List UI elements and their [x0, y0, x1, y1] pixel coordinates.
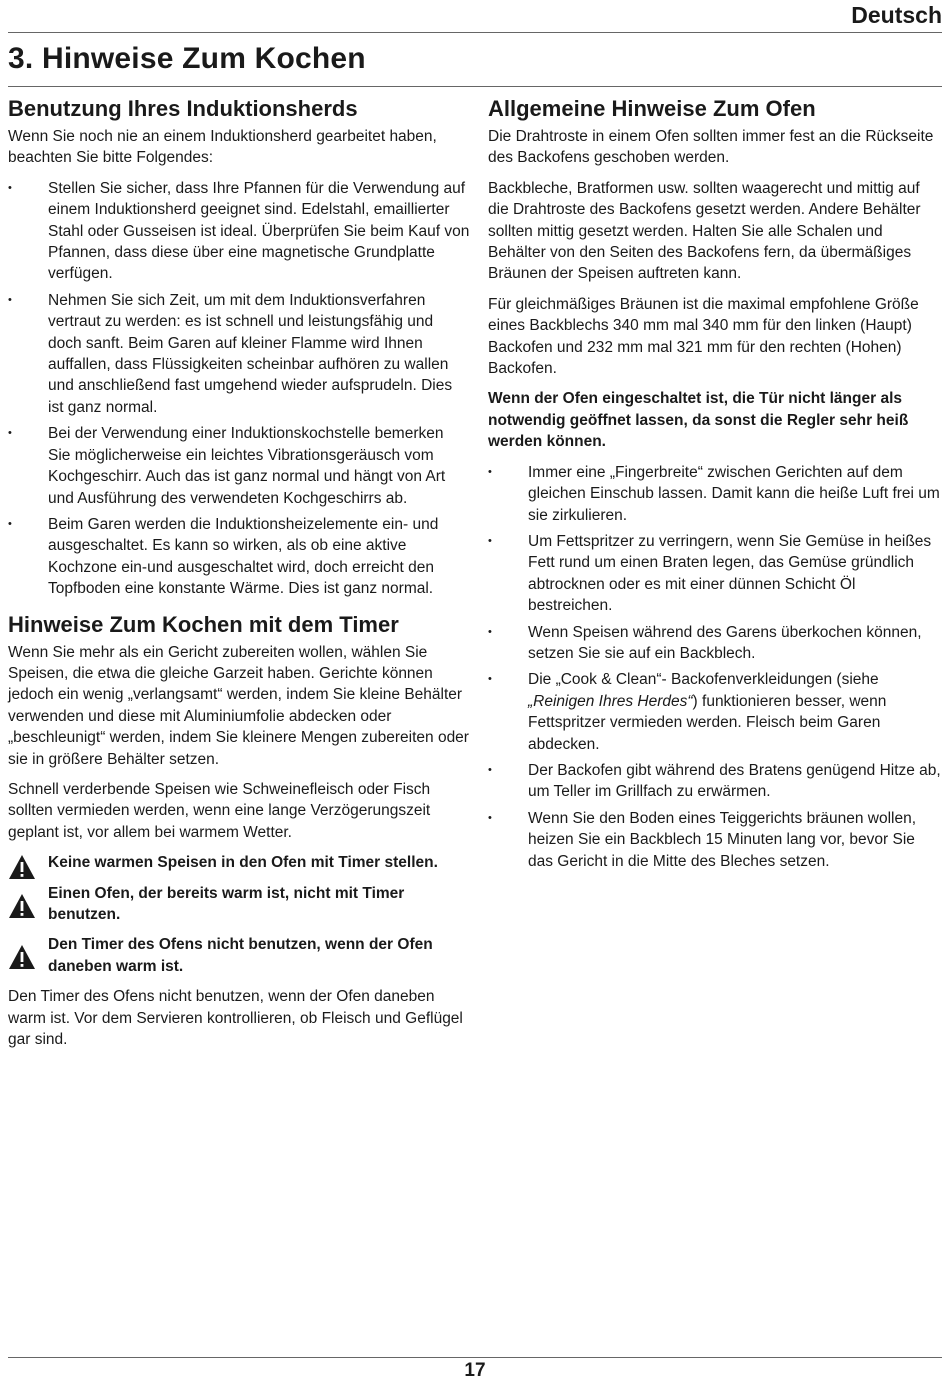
warning-triangle-icon	[8, 854, 36, 880]
oven-paragraph: Backbleche, Bratformen usw. sollten waagerecht und mittig auf die Drahtroste des Backofens gesetzt werden. Andere Behälter sollten mittig gesetzt werden. Halten Sie alle Schalen und Behälter von den Seiten des Backofens fern, da übermäßiges Bräunen der Speisen auftreten kann.	[488, 179, 921, 283]
oven-heading: Allgemeine Hinweise Zum Ofen	[488, 96, 816, 121]
induction-heading: Benutzung Ihres Induktionsherds	[8, 96, 358, 121]
warning-text: Den Timer des Ofens nicht benutzen, wenn der Ofen daneben warm ist.	[48, 936, 433, 975]
list-item: • Beim Garen werden die Induktionsheizelemente ein- und ausgeschaltet. Es kann so wirken, als ob eine aktive Kochzone ein-und ausgeschaltet wird, doch erreicht den Topfboden eine konstante Wärme. Dies ist ganz normal.	[8, 514, 470, 600]
bottom-divider	[8, 1357, 942, 1358]
left-column	[8, 96, 470, 1059]
warning-note	[8, 852, 470, 873]
timer-closing: Den Timer des Ofens nicht benutzen, wenn der Ofen daneben warm ist. Vor dem Servieren kontrollieren, ob Fleisch und Geflügel gar sind.	[8, 988, 463, 1049]
cook-clean-reference: „Reinigen Ihres Herdes“	[528, 692, 693, 710]
list-item: • Bei der Verwendung einer Induktionskochstelle bemerken Sie möglicherweise ein leichtes Vibrationsgeräusch vom Kochgeschirr. Auch das ist ganz normal und hängt von Art und Ausführung des verwendeten Kochgeschirrs ab.	[8, 423, 470, 509]
list-item	[488, 669, 942, 755]
list-item: • Stellen Sie sicher, dass Ihre Pfannen für die Verwendung auf einem Induktionsherd geeignet sind. Edelstahl, emaillierter Stahl oder Gusseisen ist ideal. Überprüfen Sie beim Kauf von Pfannen, dass diese über eine magnetische Grundplatte verfügen.	[8, 178, 470, 285]
oven-list	[488, 462, 942, 872]
warning-note	[8, 883, 470, 926]
page-number: 17	[464, 1360, 486, 1381]
induction-intro: Wenn Sie noch nie an einem Induktionsherd gearbeitet haben, beachten Sie bitte Folgendes:	[8, 128, 437, 167]
language-label: Deutsch	[851, 2, 942, 28]
chapter-title: 3. Hinweise Zum Kochen	[8, 42, 366, 75]
oven-bold-note: Wenn der Ofen eingeschaltet ist, die Tür nicht länger als notwendig geöffnet lassen, da sonst die Regler sehr heiß werden können.	[488, 390, 909, 451]
list-item: • Um Fettspritzer zu verringern, wenn Sie Gemüse in heißes Fett rund um einen Braten legen, das Gemüse gründlich abtrocknen oder es mit einer dünnen Schicht Öl bestreichen.	[488, 531, 942, 617]
list-item: • Der Backofen gibt während des Bratens genügend Hitze ab, um Teller im Grillfach zu erwärmen.	[488, 760, 942, 803]
warning-note	[8, 934, 470, 977]
timer-paragraph: Wenn Sie mehr als ein Gericht zubereiten wollen, wählen Sie Speisen, die etwa die gleiche Garzeit haben. Gerichte können jedoch ein wenig „verlangsamt“ werden, indem Sie kleine Behälter verwenden und diese mit Aluminiumfolie abdecken oder „beschleunigt“ werden, indem Sie kleinere Mengen zubereiten oder sie in größere Behälter setzen.	[8, 643, 469, 768]
timer-paragraph: Schnell verderbende Speisen wie Schweinefleisch oder Fisch sollten vermieden werden, wenn eine lange Verzögerungszeit geplant ist, vor allem bei warmem Wetter.	[8, 780, 431, 841]
warning-triangle-icon	[8, 944, 36, 970]
cook-clean-text: Die „Cook & Clean“- Backofenverkleidungen (siehe	[528, 671, 879, 689]
oven-paragraph: Die Drahtroste in einem Ofen sollten immer fest an die Rückseite des Backofens geschoben werden.	[488, 128, 934, 167]
right-column	[488, 96, 942, 881]
timer-heading: Hinweise Zum Kochen mit dem Timer	[8, 611, 399, 637]
list-item: • Nehmen Sie sich Zeit, um mit dem Induktionsverfahren vertraut zu werden: es ist schnell und leistungsfähig und doch sanft. Beim Garen auf kleiner Flamme wird Ihnen auffallen, dass Flüssigkeiten scheinbar aufhören zu wallen und anschließend fast umgehend wieder aufsprudeln. Dies ist ganz normal.	[8, 290, 470, 418]
warning-text: Keine warmen Speisen in den Ofen mit Timer stellen.	[48, 854, 438, 872]
list-item: • Wenn Sie den Boden eines Teiggerichts bräunen wollen, heizen Sie ein Backblech 15 Minuten lang vor, bevor Sie das Gericht in die Mitte des Bleches setzen.	[488, 808, 942, 872]
top-divider	[8, 32, 942, 33]
list-item: • Wenn Speisen während des Garens überkochen können, setzen Sie sie auf ein Backblech.	[488, 622, 942, 665]
cook-clean-text: ) funktionieren besser, wenn Fettspritzer vermieden werden. Fleisch beim Garen abdecken.	[528, 692, 887, 753]
induction-list	[8, 178, 470, 600]
oven-paragraph: Für gleichmäßiges Bräunen ist die maximal empfohlene Größe eines Backblechs 340 mm mal 340 mm für den linken (Haupt) Backofen und 232 mm mal 321 mm für den rechten (Hohen) Backofen.	[488, 295, 919, 378]
warning-text: Einen Ofen, der bereits warm ist, nicht mit Timer benutzen.	[48, 884, 405, 923]
warning-triangle-icon	[8, 893, 36, 919]
list-item: • Immer eine „Fingerbreite“ zwischen Gerichten auf dem gleichen Einschub lassen. Damit kann die heiße Luft frei um sie zirkulieren.	[488, 462, 942, 526]
title-divider	[8, 86, 942, 87]
